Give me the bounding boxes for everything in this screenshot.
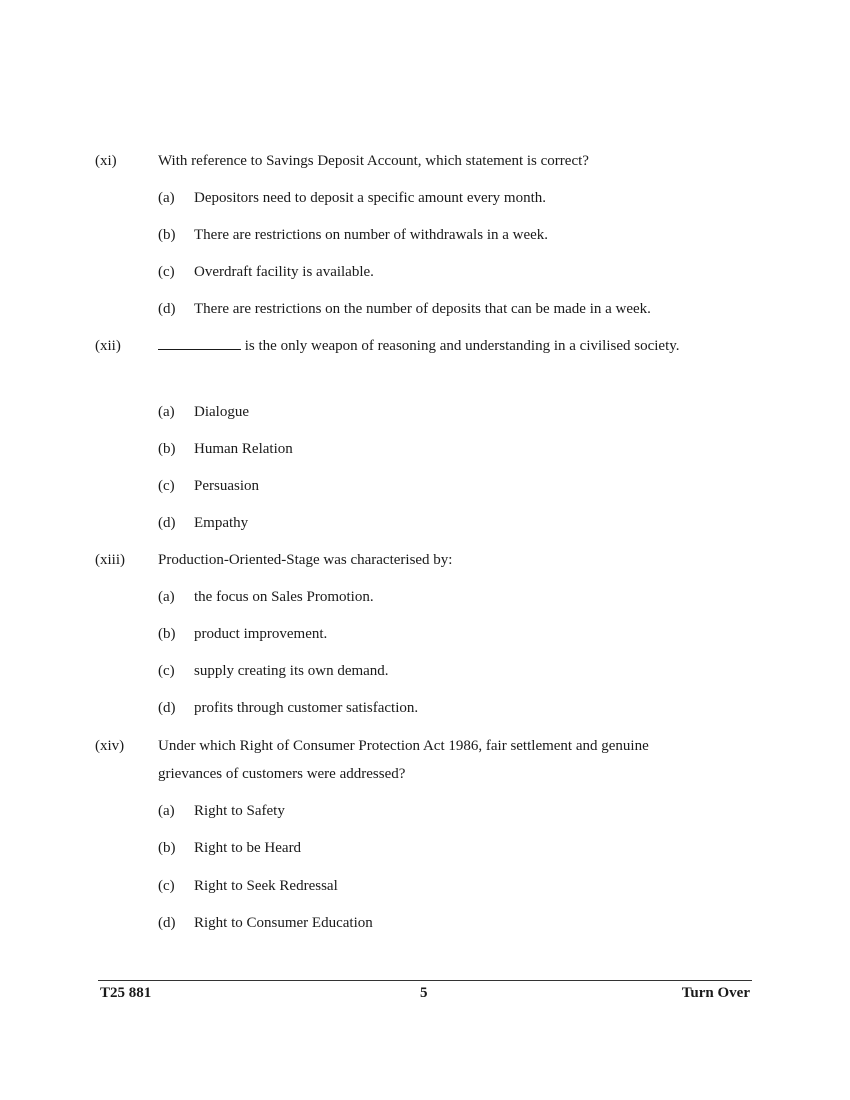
option-label: (c)	[158, 478, 175, 494]
option-text: product improvement.	[194, 626, 328, 642]
option-text: There are restrictions on number of withdrawals in a week.	[194, 227, 549, 243]
option-text: Overdraft facility is available.	[194, 264, 374, 280]
option-label: (b)	[158, 227, 176, 243]
option-text: Depositors need to deposit a specific amount every month.	[194, 190, 546, 206]
option-label: (a)	[158, 404, 175, 420]
option-label: (b)	[158, 626, 176, 642]
question-text: With reference to Savings Deposit Account, which statement is correct?	[158, 153, 589, 169]
option-label: (b)	[158, 840, 176, 856]
option-text: Right to Safety	[194, 803, 285, 819]
option-text: profits through customer satisfaction.	[194, 700, 419, 716]
option-label: (a)	[158, 190, 175, 206]
question-text-body: is the only weapon of reasoning and understanding in a civilised society.	[244, 338, 680, 354]
option-label: (a)	[158, 803, 175, 819]
question-text	[158, 332, 692, 360]
option-text: Persuasion	[194, 478, 259, 494]
question-text: Under which Right of Consumer Protection Act 1986, fair settlement and genuine grievances of customers were addressed?	[158, 738, 649, 782]
option-label: (d)	[158, 700, 176, 716]
question-text: Production-Oriented-Stage was characterised by:	[158, 552, 453, 568]
option-text: supply creating its own demand.	[194, 663, 389, 679]
option-label: (c)	[158, 264, 175, 280]
option-label: (a)	[158, 589, 175, 605]
option-label: (d)	[158, 915, 176, 931]
option-text: Dialogue	[194, 404, 249, 420]
option-text: Right to be Heard	[194, 840, 302, 856]
option-label: (d)	[158, 515, 176, 531]
footer-rule	[98, 980, 752, 981]
option-label: (b)	[158, 441, 176, 457]
option-text: Right to Seek Redressal	[194, 878, 338, 894]
option-text: the focus on Sales Promotion.	[194, 589, 374, 605]
question-number: (xiv)	[95, 738, 125, 754]
option-text: There are restrictions on the number of deposits that can be made in a week.	[194, 301, 651, 317]
turn-over: Turn Over	[681, 985, 750, 1001]
fill-in-blank	[158, 335, 241, 350]
option-label: (c)	[158, 878, 175, 894]
question-number: (xi)	[95, 153, 117, 169]
option-text: Human Relation	[194, 441, 293, 457]
option-text: Empathy	[194, 515, 249, 531]
option-text: Right to Consumer Education	[194, 915, 373, 931]
paper-code: T25 881	[100, 985, 152, 1001]
option-label: (c)	[158, 663, 175, 679]
question-number: (xiii)	[95, 552, 125, 568]
page-number: 5	[420, 985, 428, 1001]
option-label: (d)	[158, 301, 176, 317]
question-number: (xii)	[95, 338, 121, 354]
